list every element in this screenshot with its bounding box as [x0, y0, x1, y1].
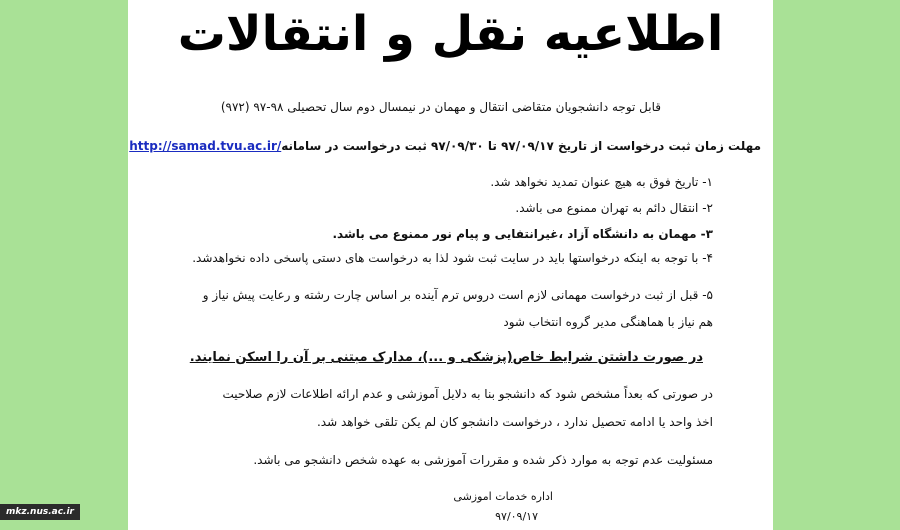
list-item: ۵- قبل از ثبت درخواست مهمانی لازم است دروس ترم آینده بر اساس چارت رشته و رعایت پیش نیاز و [202, 288, 713, 302]
list-item: ۳- مهمان به دانشگاه آزاد ،غیرانتفایی و پیام نور ممنوع می باشد. [332, 227, 713, 241]
list-item: ۲- انتقال دائم به تهران ممنوع می باشد. [515, 201, 713, 215]
page-title: اطلاعیه نقل و انتقالات [177, 6, 724, 62]
signature-office: اداره خدمات اموزشی [453, 490, 553, 503]
paragraph-line: در صورتی که بعداً مشخص شود که دانشجو بنا به دلایل آموزشی و عدم ارائه اطلاعات لازم صلاحیت [222, 387, 713, 401]
document-page [128, 0, 773, 530]
site-watermark: mkz.nus.ac.ir [0, 504, 80, 520]
special-conditions-heading: در صورت داشتن شرایط خاص(پزشکی و ...)، مدارک مبتنی بر آن را اسکن نمایند. [189, 350, 703, 365]
signature-date: ۹۷/۰۹/۱۷ [495, 510, 538, 523]
paragraph-line: اخذ واحد یا ادامه تحصیل ندارد ، درخواست دانشجو کان لم یکن تلقی خواهد شد. [316, 415, 713, 429]
samad-link[interactable]: http://samad.tvu.ac.ir/ [129, 139, 282, 153]
deadline-line [129, 139, 761, 153]
list-item: ۴- با توجه به اینکه درخواستها باید در سایت ثبت شود لذا به درخواست های دستی پاسخی داده نخواهدشد. [192, 251, 713, 265]
deadline-text: مهلت زمان ثبت درخواست از تاریخ ۹۷/۰۹/۱۷ تا ۹۷/۰۹/۳۰ ثبت درخواست در سامانه [281, 139, 761, 153]
intro-text: قابل توجه دانشجویان متقاضی انتقال و مهمان در نیمسال دوم سال تحصیلی ۹۸-۹۷ (۹۷۲) [220, 100, 661, 114]
list-item: ۱- تاریخ فوق به هیچ عنوان تمدید نخواهد شد. [490, 175, 713, 189]
list-item-continuation: هم نیاز با هماهنگی مدیر گروه انتخاب شود [503, 315, 713, 329]
responsibility-text: مسئولیت عدم توجه به موارد ذکر شده و مقررات آموزشی به عهده شخص دانشجو می باشد. [253, 453, 713, 467]
